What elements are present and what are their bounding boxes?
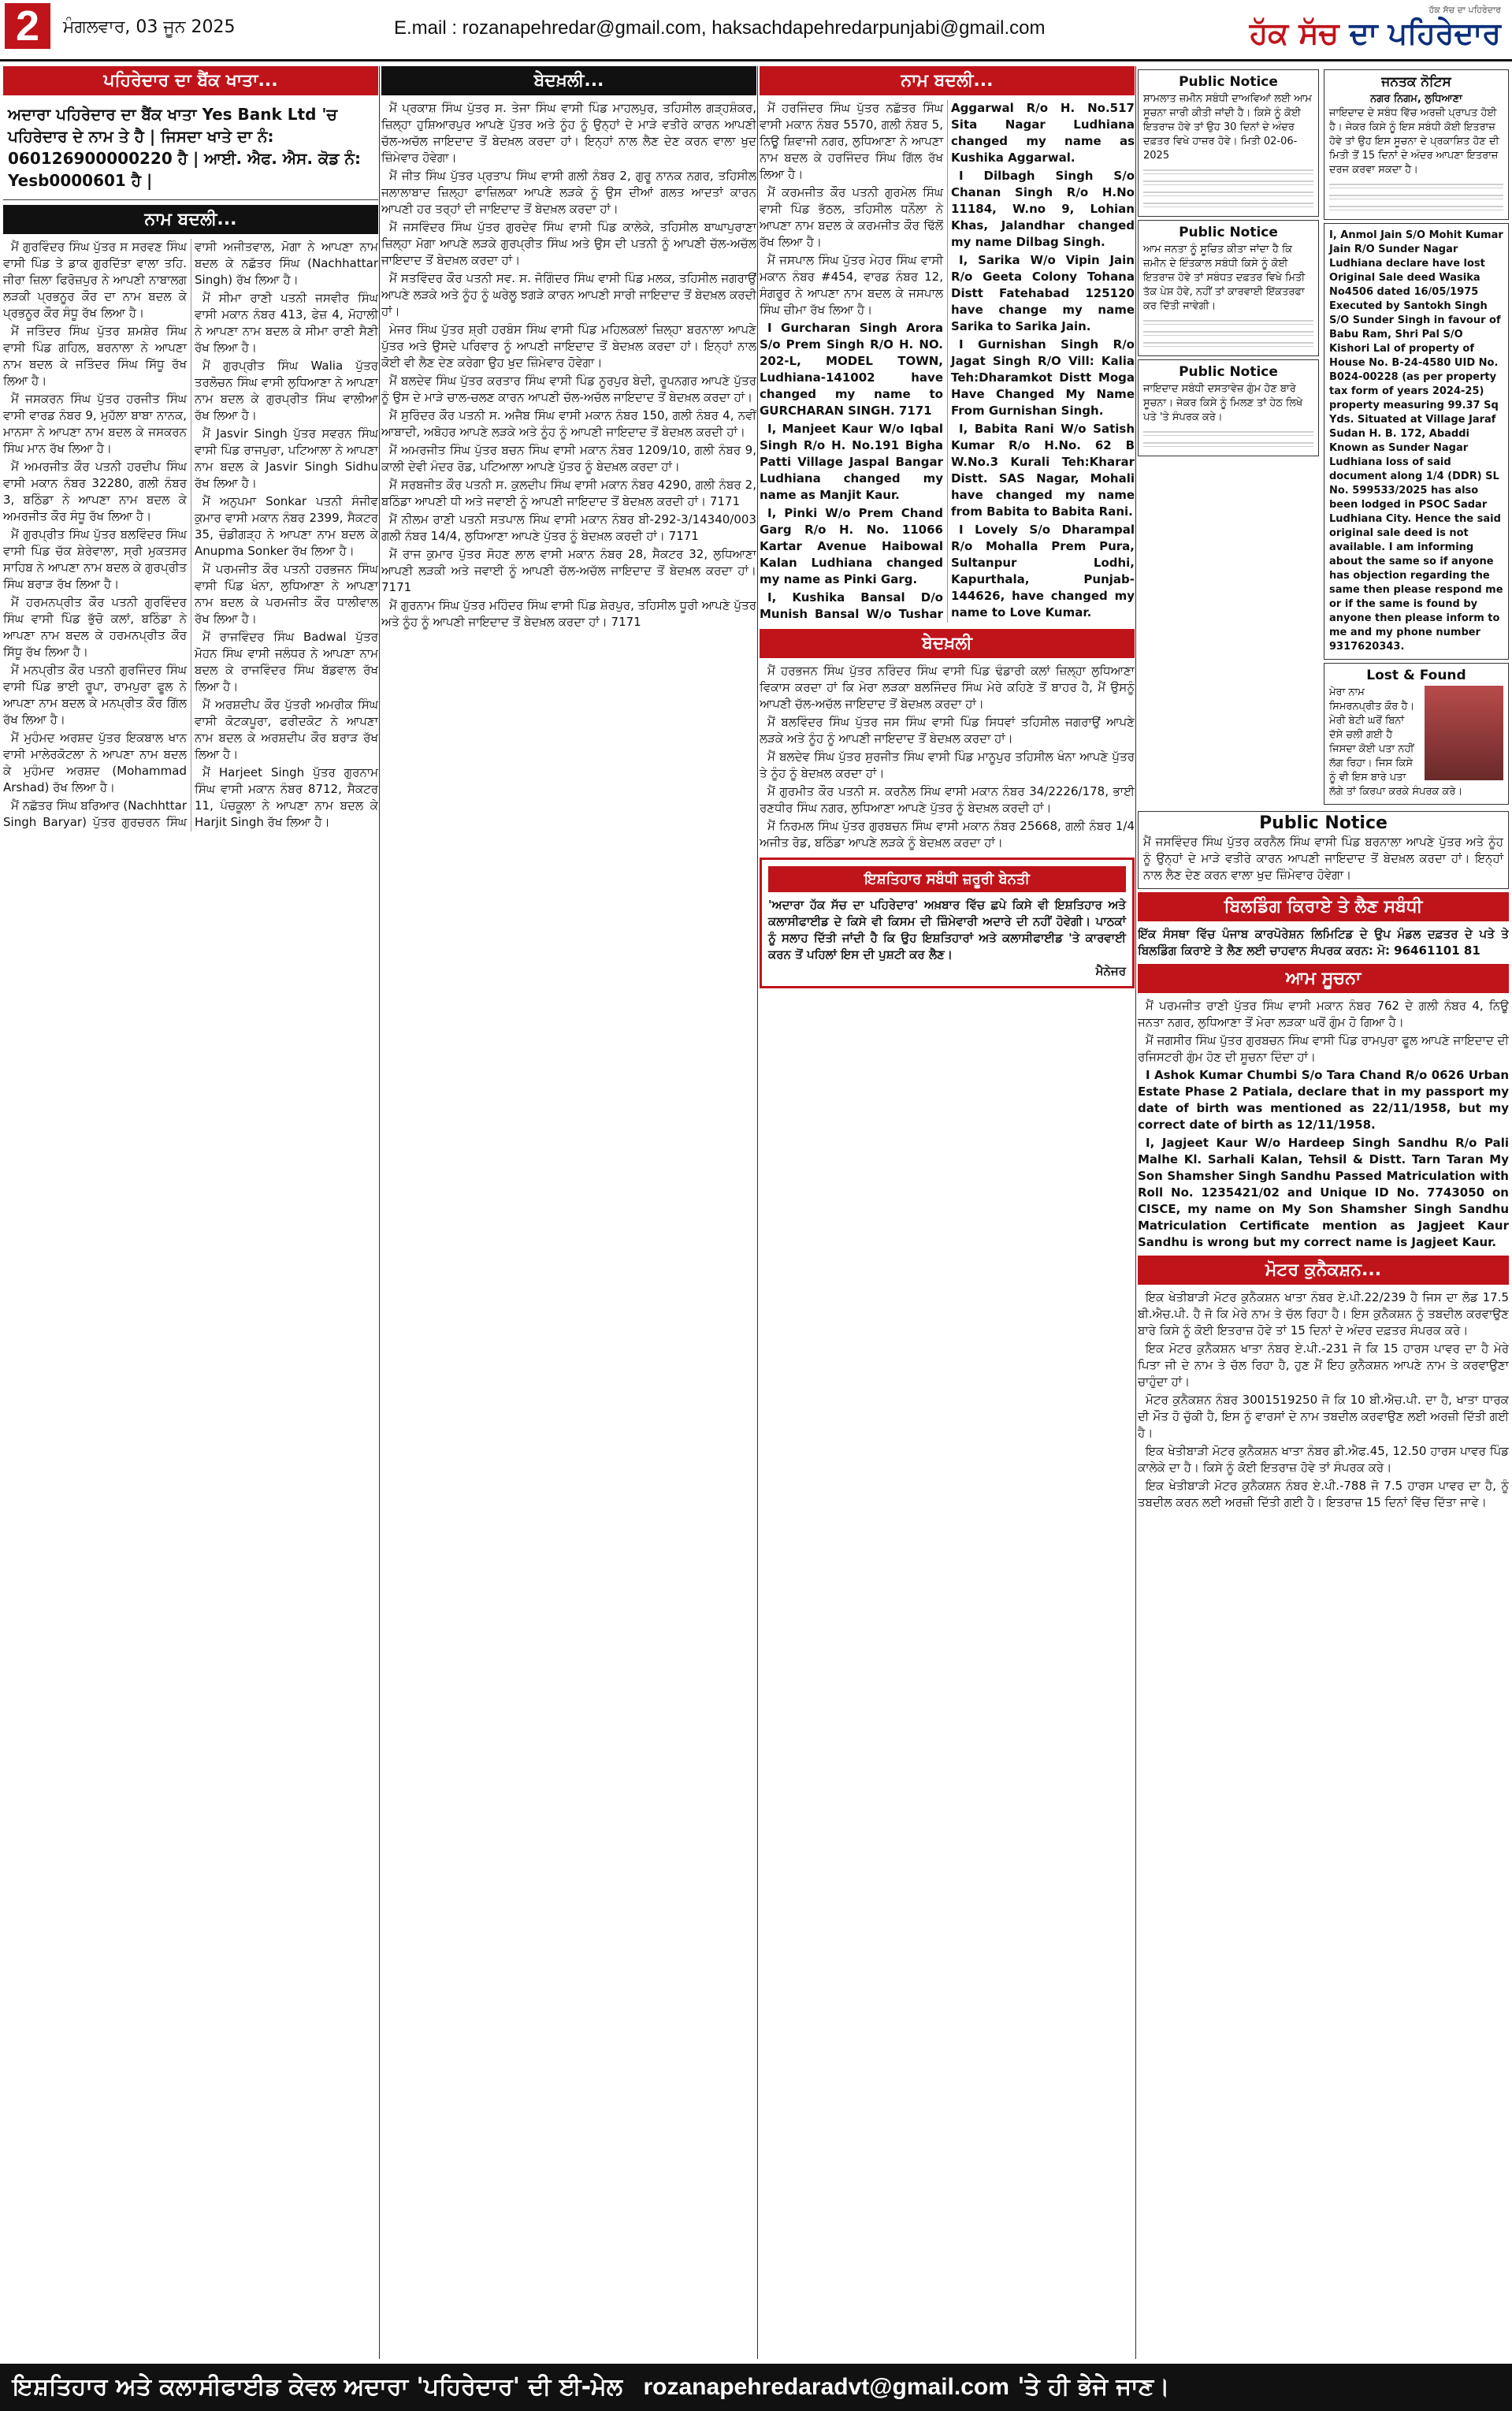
list-item: ਮੈਂ ਅਮਰਜੀਤ ਕੌਰ ਪਤਨੀ ਹਰਦੀਪ ਸਿੰਘ ਵਾਸੀ ਮਕਾਨ ਨੰਬਰ 32280, ਗਲੀ ਨੰਬਰ 3, ਬਠਿੰਡਾ ਨੇ ਆਪਣਾ ਨਾਮ ਬਦਲ ਕੇ ਅਮਰਜੀਤ ਕੌਰ ਸੰਧੂ ਰੱਖ ਲਿਆ ਹੈ। [3,460,187,523]
brand-name-a: ਹੱਕ ਸੱਚ [1249,16,1350,50]
list-item: ਇਕ ਖੇਤੀਬਾੜੀ ਮੋਟਰ ਕੁਨੈਕਸ਼ਨ ਖਾਤਾ ਨੰਬਰ ਏ.ਪੀ.22/239 ਹੈ ਜਿਸ ਦਾ ਲੋਡ 17.5 ਬੀ.ਐਚ.ਪੀ. ਹੈ ਜੋ ਕਿ ਮੇਰੇ ਨਾਮ ਤੇ ਚੱਲ ਰਿਹਾ ਹੈ। ਇਸ ਕੁਨੈਕਸ਼ਨ ਨੂੰ ਤਬਦੀਲ ਕਰਵਾਉਣ ਬਾਰੇ ਕਿਸੇ ਨੂੰ ਕੋਈ ਇਤਰਾਜ਼ ਹੋਵੇ ਤਾਂ 15 ਦਿਨਾਂ ਦੇ ਅੰਦਰ ਦਫ਼ਤਰ ਸੰਪਰਕ ਕਰੇ। [1138,1290,1509,1338]
bedakhli-list [381,100,756,631]
bank-details: ਅਦਾਰਾ ਪਹਿਰੇਦਾਰ ਦਾ ਬੈਂਕ ਖਾਤਾ Yes Bank Ltd 'ਚ ਪਹਿਰੇਦਾਰ ਦੇ ਨਾਮ ਤੇ ਹੈ | ਜਿਸਦਾ ਖਾਤੇ ਦਾ ਨੰ: 060126900000220 ਹੈ | ਆਈ. ਐਫ. ਐਸ. ਕੋਡ ਨੰ: Yesb0000601 ਹੈ | [3,100,378,200]
column-2 [381,66,756,2359]
name-change-heading-2: ਨਾਮ ਬਦਲੀ... [760,66,1135,95]
name-change-list [3,239,378,832]
list-item: ਮੈਂ ਨੀਲਮ ਰਾਣੀ ਪਤਨੀ ਸਤਪਾਲ ਸਿੰਘ ਵਾਸੀ ਮਕਾਨ ਨੰਬਰ ਬੀ-292-3/14340/003 ਗਲੀ ਨੰਬਰ 14/4, ਲੁਧਿਆਣਾ ਆਪਣੇ ਪੁੱਤਰ ਨੂੰ ਬੇਦਖ਼ਲ ਕਰਦੀ ਹਾਂ। 7171 [381,512,756,543]
list-item: I, Sarika W/o Vipin Jain R/o Geeta Colony Tohana Distt Fatehabad 125120 have change my name Sarika to Sarika Jain. [951,253,1135,333]
list-item: ਇਕ ਖੇਤੀਬਾੜੀ ਮੋਟਰ ਕੁਨੈਕਸ਼ਨ ਖਾਤਾ ਨੰਬਰ ਡੀ.ਐਫ.45, 12.50 ਹਾਰਸ ਪਾਵਰ ਪਿੰਡ ਕਾਲੇਕੇ ਦਾ ਹੈ। ਕਿਸੇ ਨੂੰ ਕੋਈ ਇਤਰਾਜ਼ ਹੋਵੇ ਤਾਂ ਸੰਪਰਕ ਕਰੇ। [1138,1444,1509,1475]
header-email[interactable]: E.mail : rozanapehredar@gmail.com, haksachdapehredarpunjabi@gmail.com [394,17,1046,39]
column-divider [1135,66,1136,2359]
list-item: ਮੈਂ ਨਛੱਤਰ ਸਿੰਘ ਬਰਿਆਰ (Nachhttar Singh Baryar) ਪੁੱਤਰ ਗੁਰਚਰਨ ਸਿੰਘ ਵਾਸੀ ਅਜੀਤਵਾਲ, ਮੋਗਾ ਨੇ ਆਪਣਾ ਨਾਮ ਬਦਲ ਕੇ ਨਛੱਤਰ ਸਿੰਘ (Nachhattar Singh) ਰੱਖ ਲਿਆ ਹੈ। [3,240,378,829]
bedakhli-list-2 [760,663,1135,851]
list-item: ਮੈਂ ਅਰਸ਼ਦੀਪ ਕੌਰ ਪੁੱਤਰੀ ਅਮਰੀਕ ਸਿੰਘ ਵਾਸੀ ਕੋਟਕਪੂਰਾ, ਫਰੀਦਕੋਟ ਨੇ ਆਪਣਾ ਨਾਮ ਬਦਲ ਕੇ ਅਰਸ਼ਦੀਪ ਕੌਰ ਬਰਾੜ ਰੱਖ ਲਿਆ ਹੈ। [195,698,378,761]
public-notice-title: Public Notice [1179,225,1278,240]
list-item: ਮੈਂ ਜੀਤ ਸਿੰਘ ਪੁੱਤਰ ਪ੍ਰਤਾਪ ਸਿੰਘ ਵਾਸੀ ਗਲੀ ਨੰਬਰ 2, ਗੁਰੂ ਨਾਨਕ ਨਗਰ, ਤਹਿਸੀਲ ਜਲਾਲਾਬਾਦ ਜ਼ਿਲ੍ਹਾ ਫਾਜ਼ਿਲਕਾ ਆਪਣੇ ਲੜਕੇ ਨੂੰ ਉਸ ਦੀਆਂ ਗਲਤ ਆਦਤਾਂ ਕਾਰਨ ਆਪਣੀ ਹਰ ਤਰ੍ਹਾਂ ਦੀ ਜਾਇਦਾਦ ਤੋਂ ਬੇਦਖ਼ਲ ਕਰਦਾ ਹਾਂ। [381,169,756,216]
notices-right [1324,66,1509,808]
person-photo [1425,686,1503,780]
list-item: ਮੈਂ ਬਲਦੇਵ ਸਿੰਘ ਪੁੱਤਰ ਸੁਰਜੀਤ ਸਿੰਘ ਵਾਸੀ ਪਿੰਡ ਮਾਨੂਪੁਰ ਤਹਿਸੀਲ ਖੰਨਾ ਆਪਣੇ ਪੁੱਤਰ ਤੇ ਨੂੰਹ ਨੂੰ ਬੇਦਖ਼ਲ ਕਰਦਾ ਹਾਂ। [760,750,1135,780]
list-item: ਮੈਂ ਜਸਕਰਨ ਸਿੰਘ ਪੁੱਤਰ ਹਰਜੀਤ ਸਿੰਘ ਵਾਸੀ ਵਾਰਡ ਨੰਬਰ 9, ਮੁਹੱਲਾ ਬਾਬਾ ਨਾਨਕ, ਮਾਨਸਾ ਨੇ ਆਪਣਾ ਨਾਮ ਬਦਲ ਕੇ ਜਸਕਰਨ ਸਿੰਘ ਮਾਨ ਰੱਖ ਲਿਆ ਹੈ। [3,392,187,456]
list-item: ਮੈਂ ਜਸਪਾਲ ਸਿੰਘ ਪੁੱਤਰ ਮੇਹਰ ਸਿੰਘ ਵਾਸੀ ਮਕਾਨ ਨੰਬਰ #454, ਵਾਰਡ ਨੰਬਰ 12, ਸੰਗਰੂਰ ਨੇ ਆਪਣਾ ਨਾਮ ਬਦਲ ਕੇ ਜਸਪਾਲ ਸਿੰਘ ਚੀਮਾ ਰੱਖ ਲਿਆ ਹੈ। [760,253,943,317]
public-notice-text: ਜਾਇਦਾਦ ਸਬੰਧੀ ਦਸਤਾਵੇਜ਼ ਗੁੰਮ ਹੋਣ ਬਾਰੇ ਸੂਚਨਾ। ਜੇਕਰ ਕਿਸੇ ਨੂੰ ਮਿਲਣ ਤਾਂ ਹੇਠ ਲਿਖੇ ਪਤੇ 'ਤੇ ਸੰਪਰਕ ਕਰੇ। [1143,383,1303,423]
list-item: I, Manjeet Kaur W/o Iqbal Singh R/o H. No.191 Bigha Patti Village Jaspal Bangar Ludhiana changed my name as Manjit Kaur. [760,422,943,502]
public-notice-text: ਸ਼ਾਮਲਾਤ ਜ਼ਮੀਨ ਸਬੰਧੀ ਦਾਅਵਿਆਂ ਲਈ ਆਮ ਸੂਚਨਾ ਜਾਰੀ ਕੀਤੀ ਜਾਂਦੀ ਹੈ। ਕਿਸੇ ਨੂੰ ਕੋਈ ਇਤਰਾਜ਼ ਹੋਵੇ ਤਾਂ ਉਹ 30 ਦਿਨਾਂ ਦੇ ਅੰਦਰ ਦਫ਼ਤਰ ਵਿਖੇ ਹਾਜ਼ਰ ਹੋਵੇ। ਮਿਤੀ 02-06-2025 [1143,93,1312,162]
list-item: ਮੈਂ ਪਰਮਜੀਤ ਕੌਰ ਪਤਨੀ ਹਰਭਜਨ ਸਿੰਘ ਵਾਸੀ ਪਿੰਡ ਖੰਨਾ, ਲੁਧਿਆਣਾ ਨੇ ਆਪਣਾ ਨਾਮ ਬਦਲ ਕੇ ਪਰਮਜੀਤ ਕੌਰ ਧਾਲੀਵਾਲ ਰੱਖ ਲਿਆ ਹੈ। [195,562,378,626]
list-item: I Gurnishan Singh R/o Jagat Singh R/O Vill: Kalia Teh:Dharamkot Distt Moga Have Changed My Name From Gurnishan Singh. [951,337,1135,418]
list-item: ਮੈਂ ਬਲਵਿੰਦਰ ਸਿੰਘ ਪੁੱਤਰ ਜਸ ਸਿੰਘ ਵਾਸੀ ਪਿੰਡ ਸਿਧਵਾਂ ਤਹਿਸੀਲ ਜਗਰਾਉਂ ਆਪਣੇ ਲੜਕੇ ਅਤੇ ਨੂੰਹ ਨੂੰ ਆਪਣੀ ਜਾਇਦਾਦ ਤੋਂ ਬੇਦਖ਼ਲ ਕਰਦਾ ਹਾਂ। [760,715,1135,746]
list-item: ਮੈਂ ਸੁਰਿੰਦਰ ਕੌਰ ਪਤਨੀ ਸ. ਅਜੈਬ ਸਿੰਘ ਵਾਸੀ ਮਕਾਨ ਨੰਬਰ 150, ਗਲੀ ਨੰਬਰ 4, ਨਵੀਂ ਆਬਾਦੀ, ਅਬੋਹਰ ਆਪਣੇ ਲੜਕੇ ਅਤੇ ਨੂੰਹ ਨੂੰ ਆਪਣੀ ਜਾਇਦਾਦ ਤੋਂ ਬੇਦਖ਼ਲ ਕਰਦੀ ਹਾਂ। [381,408,756,439]
aam-suchna-heading: ਆਮ ਸੂਚਨਾ [1138,964,1509,993]
column-divider [757,66,758,2359]
list-item: ਮੈਂ Jasvir Singh ਪੁੱਤਰ ਸਵਰਨ ਸਿੰਘ ਵਾਸੀ ਪਿੰਡ ਰਾਜਪੁਰਾ, ਪਟਿਆਲਾ ਨੇ ਆਪਣਾ ਨਾਮ ਬਦਲ ਕੇ Jasvir Singh Sidhu ਰੱਖ ਲਿਆ ਹੈ। [195,426,378,490]
lost-found-title: Lost & Found [1366,668,1466,683]
column-3 [760,66,1135,2359]
list-item: ਮੈਂ ਅਨੁਪਮਾ Sonkar ਪਤਨੀ ਸੰਜੀਵ ਕੁਮਾਰ ਵਾਸੀ ਮਕਾਨ ਨੰਬਰ 2399, ਸੈਕਟਰ 35, ਚੰਡੀਗੜ੍ਹ ਨੇ ਆਪਣਾ ਨਾਮ ਬਦਲ ਕੇ Anupma Sonker ਰੱਖ ਲਿਆ ਹੈ। [195,494,378,558]
column-4 [1138,66,1509,2359]
public-notice-text: ਆਮ ਜਨਤਾ ਨੂੰ ਸੂਚਿਤ ਕੀਤਾ ਜਾਂਦਾ ਹੈ ਕਿ ਜ਼ਮੀਨ ਦੇ ਇੰਤਕਾਲ ਸਬੰਧੀ ਕਿਸੇ ਨੂੰ ਕੋਈ ਇਤਰਾਜ਼ ਹੋਵੇ ਤਾਂ ਸਬੰਧਤ ਦਫ਼ਤਰ ਵਿਖੇ ਮਿਤੀ ਤੱਕ ਪੇਸ਼ ਹੋਵੇ, ਨਹੀਂ ਤਾਂ ਕਾਰਵਾਈ ਇੱਕਤਰਫਾ ਕਰ ਦਿੱਤੀ ਜਾਵੇਗੀ। [1143,244,1306,312]
list-item: ਮੈਂ ਹਰਮਨਪ੍ਰੀਤ ਕੌਰ ਪਤਨੀ ਗੁਰਵਿੰਦਰ ਸਿੰਘ ਵਾਸੀ ਪਿੰਡ ਭੁੱਚੋ ਕਲਾਂ, ਬਠਿੰਡਾ ਨੇ ਆਪਣਾ ਨਾਮ ਬਦਲ ਕੇ ਹਰਮਨਪ੍ਰੀਤ ਕੌਰ ਸਿੱਧੂ ਰੱਖ ਲਿਆ ਹੈ। [3,595,187,659]
name-change-heading: ਨਾਮ ਬਦਲੀ... [3,205,378,234]
list-item: I Ashok Kumar Chumbi S/o Tara Chand R/o 0626 Urban Estate Phase 2 Patiala, declare that in my passport my date of birth was mentioned as 22/11/1958, but my correct date of birth as 12/11/1958. [1138,1068,1509,1132]
building-rent-text: ਇੱਕ ਸੰਸਥਾ ਵਿੱਚ ਪੰਜਾਬ ਕਾਰਪੋਰੇਸ਼ਨ ਲਿਮਿਟਿਡ ਦੇ ਉਪ ਮੰਡਲ ਦਫ਼ਤਰ ਦੇ ਪਤੇ ਤੇ ਬਿਲਡਿੰਗ ਕਿਰਾਏ ਤੇ ਲੈਣ ਲਈ ਚਾਹਵਾਨ ਸੰਪਰਕ ਕਰਨ: ਮੋ: 96461101 81 [1138,927,1509,958]
footer-suffix: 'ਤੇ ਹੀ ਭੇਜੇ ਜਾਣ। [1017,2373,1170,2401]
list-item: I Gurcharan Singh Arora S/o Prem Singh R/O H. NO. 202-L, MODEL TOWN, Ludhiana-141002 have changed my name to GURCHARAN SINGH. 7171 [760,321,943,418]
disclaimer-sign: ਮੈਨੇਜਰ [1095,964,1126,978]
list-item: ਮੈਂ ਜਤਿੰਦਰ ਸਿੰਘ ਪੁੱਤਰ ਸ਼ਮਸ਼ੇਰ ਸਿੰਘ ਵਾਸੀ ਪਿੰਡ ਗਹਿਲ, ਬਰਨਾਲਾ ਨੇ ਆਪਣਾ ਨਾਮ ਬਦਲ ਕੇ ਜਤਿੰਦਰ ਸਿੰਘ ਸਿੱਧੂ ਰੱਖ ਲਿਆ ਹੈ। [3,324,187,388]
list-item: ਇਕ ਮੋਟਰ ਕੁਨੈਕਸ਼ਨ ਖਾਤਾ ਨੰਬਰ ਏ.ਪੀ.-231 ਜੋ ਕਿ 15 ਹਾਰਸ ਪਾਵਰ ਦਾ ਹੈ ਮੇਰੇ ਪਿਤਾ ਜੀ ਦੇ ਨਾਮ ਤੇ ਚੱਲ ਰਿਹਾ ਹੈ, ਹੁਣ ਮੈਂ ਇਹ ਕੁਨੈਕਸ਼ਨ ਆਪਣੇ ਨਾਮ ਤੇ ਕਰਵਾਉਣਾ ਚਾਹੁੰਦਾ ਹਾਂ। [1138,1341,1509,1389]
lost-found-notice [1324,663,1509,805]
public-notice-title: Public Notice [1179,364,1278,380]
list-item: ਮੋਟਰ ਕੁਨੈਕਸ਼ਨ ਨੰਬਰ 3001519250 ਜੋ ਕਿ 10 ਬੀ.ਐਚ.ਪੀ. ਦਾ ਹੈ, ਖਾਤਾ ਧਾਰਕ ਦੀ ਮੌਤ ਹੋ ਚੁੱਕੀ ਹੈ, ਇਸ ਨੂੰ ਵਾਰਸਾਂ ਦੇ ਨਾਮ ਤਬਦੀਲ ਕਰਵਾਉਣ ਲਈ ਅਰਜ਼ੀ ਦਿੱਤੀ ਗਈ ਹੈ। [1138,1393,1509,1440]
brand-name-b: ਦਾ ਪਹਿਰੇਦਾਰ [1349,16,1501,50]
footer-banner [0,2364,1512,2411]
list-item: ਮੈਂ ਗੁਰਪ੍ਰੀਤ ਸਿੰਘ Walia ਪੁੱਤਰ ਤਰਲੋਚਨ ਸਿੰਘ ਵਾਸੀ ਲੁਧਿਆਣਾ ਨੇ ਆਪਣਾ ਨਾਮ ਬਦਲ ਕੇ ਗੁਰਪ੍ਰੀਤ ਸਿੰਘ ਵਾਲੀਆ ਰੱਖ ਲਿਆ ਹੈ। [195,359,378,422]
column-divider [379,66,380,2359]
notices-row [1138,66,1509,808]
list-item: I, Kushika Bansal D/o Munish Bansal W/o Tushar Aggarwal R/o H. No.517 Sita Nagar Ludhiana changed my name as Kushika Aggarwal. [760,101,1135,621]
building-rent-heading: ਬਿਲਡਿੰਗ ਕਿਰਾਏ ਤੇ ਲੈਣ ਸਬੰਧੀ [1138,892,1509,921]
list-item: ਮੈਂ ਗੁਰਵਿੰਦਰ ਸਿੰਘ ਪੁੱਤਰ ਸ ਸਰਵਣ ਸਿੰਘ ਵਾਸੀ ਪਿੰਡ ਤੇ ਡਾਕ ਗੁਰਦਿੱਤਾ ਵਾਲਾ ਤਹਿ. ਜੀਰਾ ਜ਼ਿਲਾ ਫਿਰੋਜ਼ਪੁਰ ਨੇ ਆਪਣੀ ਨਾਬਾਲਗ ਲੜਕੀ ਪ੍ਰਭਨੂਰ ਕੌਰ ਦਾ ਨਾਮ ਬਦਲ ਕੇ ਪ੍ਰਭਨੂਰ ਕੌਰ ਸੰਧੂ ਰੱਖ ਲਿਆ ਹੈ। [3,240,187,320]
list-item: ਮੈਂ Harjeet Singh ਪੁੱਤਰ ਗੁਰਨਾਮ ਸਿੰਘ ਵਾਸੀ ਮਕਾਨ ਨੰਬਰ 8712, ਸੈਕਟਰ 11, ਪੰਚਕੂਲਾ ਨੇ ਆਪਣਾ ਨਾਮ ਬਦਲ ਕੇ Harjit Singh ਰੱਖ ਲਿਆ ਹੈ। [195,765,378,829]
list-item: ਮੈਂ ਗੁਰਪ੍ਰੀਤ ਸਿੰਘ ਪੁੱਤਰ ਬਲਵਿੰਦਰ ਸਿੰਘ ਵਾਸੀ ਪਿੰਡ ਚੱਕ ਸ਼ੇਰੇਵਾਲਾ, ਸ੍ਰੀ ਮੁਕਤਸਰ ਸਾਹਿਬ ਨੇ ਆਪਣਾ ਨਾਮ ਬਦਲ ਕੇ ਗੁਰਪ੍ਰੀਤ ਸਿੰਘ ਬਰਾੜ ਰੱਖ ਲਿਆ ਹੈ। [3,527,187,591]
list-item: ਮੈਂ ਪਰਮਜੀਤ ਰਾਣੀ ਪੁੱਤਰ ਸਿੰਘ ਵਾਸੀ ਮਕਾਨ ਨੰਬਰ 762 ਦੇ ਗਲੀ ਨੰਬਰ 4, ਨਿਊ ਜਨਤਾ ਨਗਰ, ਲੁਧਿਆਣਾ ਤੋਂ ਮੇਰਾ ਲੜਕਾ ਘਰੋਂ ਗੁੰਮ ਹੋ ਗਿਆ ਹੈ। [1138,999,1509,1029]
disclaimer-box [760,858,1135,988]
page-number: 2 [5,3,50,49]
disclaimer-text: 'ਅਦਾਰਾ ਹੱਕ ਸੱਚ ਦਾ ਪਹਿਰੇਦਾਰ' ਅਖ਼ਬਾਰ ਵਿੱਚ ਛਪੇ ਕਿਸੇ ਵੀ ਇਸ਼ਤਿਹਾਰ ਅਤੇ ਕਲਾਸੀਫਾਈਡ ਦੇ ਕਿਸੇ ਵੀ ਕਿਸਮ ਦੀ ਜ਼ਿੰਮੇਵਾਰੀ ਅਦਾਰੇ ਦੀ ਨਹੀਂ ਹੋਵੇਗੀ। ਪਾਠਕਾਂ ਨੂੰ ਸਲਾਹ ਦਿੱਤੀ ਜਾਂਦੀ ਹੈ ਕਿ ਉਹ ਇਸ਼ਤਿਹਾਰਾਂ ਅਤੇ ਕਲਾਸੀਫਾਈਡ 'ਤੇ ਕਾਰਵਾਈ ਕਰਨ ਤੋਂ ਪਹਿਲਾਂ ਇਸ ਦੀ ਪੁਸ਼ਟੀ ਕਰ ਲੈਣ। [768,898,1126,962]
list-item: ਮੈਂ ਅਮਰਜੀਤ ਸਿੰਘ ਪੁੱਤਰ ਬਚਨ ਸਿੰਘ ਵਾਸੀ ਮਕਾਨ ਨੰਬਰ 1209/10, ਗਲੀ ਨੰਬਰ 9, ਕਾਲੀ ਦੇਵੀ ਮੰਦਰ ਰੋਡ, ਪਟਿਆਲਾ ਆਪਣੇ ਪੁੱਤਰ ਨੂੰ ਬੇਦਖ਼ਲ ਕਰਦਾ ਹਾਂ। [381,443,756,474]
list-item: ਮੈਂ ਸਰਬਜੀਤ ਕੌਰ ਪਤਨੀ ਸ. ਕੁਲਦੀਪ ਸਿੰਘ ਵਾਸੀ ਮਕਾਨ ਨੰਬਰ 4290, ਗਲੀ ਨੰਬਰ 2, ਬਠਿੰਡਾ ਆਪਣੀ ਧੀ ਅਤੇ ਜਵਾਈ ਨੂੰ ਆਪਣੀ ਜਾਇਦਾਦ ਤੋਂ ਬੇਦਖ਼ਲ ਕਰਦੀ ਹਾਂ। 7171 [381,478,756,508]
brand-tagline: ਹੱਕ ਸੱਚ ਦਾ ਪਹਿਰੇਦਾਰ [1428,5,1501,15]
list-item: ਮੈਂ ਕਰਮਜੀਤ ਕੌਰ ਪਤਨੀ ਗੁਰਮੇਲ ਸਿੰਘ ਵਾਸੀ ਪਿੰਡ ਭੱਠਲ, ਤਹਿਸੀਲ ਧਨੌਲਾ ਨੇ ਆਪਣਾ ਨਾਮ ਬਦਲ ਕੇ ਕਰਮਜੀਤ ਕੌਰ ਢਿੱਲੋਂ ਰੱਖ ਲਿਆ ਹੈ। [760,185,943,249]
list-item: ਮੈਂ ਜਗਸੀਰ ਸਿੰਘ ਪੁੱਤਰ ਗੁਰਬਚਨ ਸਿੰਘ ਵਾਸੀ ਪਿੰਡ ਰਾਮਪੁਰਾ ਫੂਲ ਆਪਣੇ ਜਾਇਦਾਦ ਦੀ ਰਜਿਸਟਰੀ ਗੁੰਮ ਹੋਣ ਦੀ ਸੂਚਨਾ ਦਿੰਦਾ ਹਾਂ। [1138,1033,1509,1064]
disclaimer-title: ਇਸ਼ਤਿਹਾਰ ਸਬੰਧੀ ਜ਼ਰੂਰੀ ਬੇਨਤੀ [768,866,1126,892]
lost-found-text: ਮੇਰਾ ਨਾਮ ਸਿਮਰਨਪ੍ਰੀਤ ਕੌਰ ਹੈ। ਮੇਰੀ ਬੇਟੀ ਘਰੋਂ ਬਿਨਾਂ ਦੱਸੇ ਚਲੀ ਗਈ ਹੈ ਜਿਸਦਾ ਕੋਈ ਪਤਾ ਨਹੀਂ ਲੱਗ ਰਿਹਾ। ਜਿਸ ਕਿਸੇ ਨੂੰ ਵੀ ਇਸ ਬਾਰੇ ਪਤਾ ਲੱਗੇ ਤਾਂ ਕਿਰਪਾ ਕਰਕੇ ਸੰਪਰਕ ਕਰੇ। [1329,686,1463,798]
name-change-list-2 [760,100,1135,623]
public-notice-big-text: ਮੈਂ ਜਸਵਿੰਦਰ ਸਿੰਘ ਪੁੱਤਰ ਕਰਨੈਲ ਸਿੰਘ ਵਾਸੀ ਪਿੰਡ ਬਰਨਾਲਾ ਆਪਣੇ ਪੁੱਤਰ ਅਤੇ ਨੂੰਹ ਨੂੰ ਉਨ੍ਹਾਂ ਦੇ ਮਾੜੇ ਵਤੀਰੇ ਕਾਰਨ ਆਪਣੀ ਜਾਇਦਾਦ ਤੋਂ ਬੇਦਖ਼ਲ ਕਰਦਾ ਹਾਂ। ਇਨ੍ਹਾਂ ਨਾਲ ਲੈਣ ਦੇਣ ਕਰਨ ਵਾਲਾ ਖੁਦ ਜ਼ਿੰਮੇਵਾਰ ਹੋਵੇਗਾ। [1143,835,1503,882]
list-item: I Lovely S/o Dharampal R/o Mohalla Prem Pura, Sultanpur Lodhi, Kapurthala, Punjab-144626, have changed my name to Love Kumar. [951,523,1135,619]
bedakhli-heading-2: ਬੇਦਖ਼ਲੀ [760,629,1135,658]
brand-name [1250,16,1501,50]
footer-text: ਇਸ਼ਤਿਹਾਰ ਅਤੇ ਕਲਾਸੀਫਾਈਡ ਕੇਵਲ ਅਦਾਰਾ 'ਪਹਿਰੇਦਾਰ' ਦੀ ਈ-ਮੇਲ [13,2373,623,2401]
list-item: I Dilbagh Singh S/o Chanan Singh R/o H.No 11184, W.no 9, Lohian Khas, Jalandhar changed my name Dilbag Singh. [951,169,1135,249]
list-item: ਇਕ ਖੇਤੀਬਾੜੀ ਮੋਟਰ ਕੁਨੈਕਸ਼ਨ ਨੰਬਰ ਏ.ਪੀ.-788 ਜੋ 7.5 ਹਾਰਸ ਪਾਵਰ ਦਾ ਹੈ, ਨੂੰ ਤਬਦੀਲ ਕਰਨ ਲਈ ਅਰਜ਼ੀ ਦਿੱਤੀ ਗਈ ਹੈ। ਇਤਰਾਜ਼ 15 ਦਿਨਾਂ ਵਿੱਚ ਦਿੱਤਾ ਜਾਵੇ। [1138,1479,1509,1509]
list-item: I, Babita Rani W/o Satish Kumar R/o H.No. 62 B W.No.3 Kurali Teh:Kharar Distt. SAS Nagar, Mohali have changed my name from Babita to Babita Rani. [951,422,1135,519]
column-1 [3,66,378,2359]
list-item: ਮੈਂ ਹਰਜਿੰਦਰ ਸਿੰਘ ਪੁੱਤਰ ਨਛੱਤਰ ਸਿੰਘ ਵਾਸੀ ਮਕਾਨ ਨੰਬਰ 5570, ਗਲੀ ਨੰਬਰ 5, ਨਿਊ ਸ਼ਿਵਾਜੀ ਨਗਰ, ਲੁਧਿਆਣਾ ਨੇ ਆਪਣਾ ਨਾਮ ਬਦਲ ਕੇ ਹਰਜਿੰਦਰ ਸਿੰਘ ਗਿੱਲ ਰੱਖ ਲਿਆ ਹੈ। [760,101,943,181]
municipal-notice-subheading: ਨਗਰ ਨਿਗਮ, ਲੁਧਿਆਣਾ [1370,93,1462,105]
list-item: ਮੈਂ ਸੀਮਾ ਰਾਣੀ ਪਤਨੀ ਜਸਵੀਰ ਸਿੰਘ ਵਾਸੀ ਮਕਾਨ ਨੰਬਰ 413, ਫੇਜ਼ 4, ਮੋਹਾਲੀ ਨੇ ਆਪਣਾ ਨਾਮ ਬਦਲ ਕੇ ਸੀਮਾ ਰਾਣੀ ਸੈਣੀ ਰੱਖ ਲਿਆ ਹੈ। [195,291,378,355]
list-item: ਮੈਂ ਹਰਭਜਨ ਸਿੰਘ ਪੁੱਤਰ ਨਰਿੰਦਰ ਸਿੰਘ ਵਾਸੀ ਪਿੰਡ ਢੰਡਾਰੀ ਕਲਾਂ ਜ਼ਿਲ੍ਹਾ ਲੁਧਿਆਣਾ ਵਿਕਾਸ ਕਰਦਾ ਹਾਂ ਕਿ ਮੇਰਾ ਲੜਕਾ ਬਲਜਿੰਦਰ ਸਿੰਘ ਮੇਰੇ ਕਹਿਣੇ ਤੋਂ ਬਾਹਰ ਹੈ, ਮੈਂ ਉਸਨੂੰ ਆਪਣੀ ਚੱਲ-ਅਚੱਲ ਜਾਇਦਾਦ ਤੋਂ ਬੇਦਖ਼ਲ ਕਰਦਾ ਹਾਂ। [760,664,1135,711]
masthead [0,0,1512,61]
list-item: ਮੈਂ ਪ੍ਰਕਾਸ਼ ਸਿੰਘ ਪੁੱਤਰ ਸ. ਤੇਜਾ ਸਿੰਘ ਵਾਸੀ ਪਿੰਡ ਮਾਹਲਪੁਰ, ਤਹਿਸੀਲ ਗੜ੍ਹਸ਼ੰਕਰ, ਜ਼ਿਲ੍ਹਾ ਹੁਸ਼ਿਆਰਪੁਰ ਆਪਣੇ ਪੁੱਤਰ ਅਤੇ ਨੂੰਹ ਨੂੰ ਉਨ੍ਹਾਂ ਦੇ ਮਾੜੇ ਵਤੀਰੇ ਕਾਰਨ ਆਪਣੀ ਚੱਲ-ਅਚੱਲ ਜਾਇਦਾਦ ਤੋਂ ਬੇਦਖ਼ਲ ਕਰਦਾ ਹਾਂ। ਇਨ੍ਹਾਂ ਨਾਲ ਲੈਣ ਦੇਣ ਕਰਨ ਵਾਲਾ ਖੁਦ ਜ਼ਿੰਮੇਵਾਰ ਹੋਵੇਗਾ। [381,101,756,165]
public-notice-title: Public Notice [1179,74,1278,90]
list-item: I, Jagjeet Kaur W/o Hardeep Singh Sandhu R/o Pali Malhe Kl. Sarhali Kalan, Tehsil & Distt. Tarn Taran My Son Shamsher Singh Sandhu Passed Matriculation with Roll No. 1235421/02 and Unique ID No. 7743050 on CISCE, my name on My Son Shamsher Singh Sandhu Matriculation Certificate mention as Jagjeet Kaur Sandhu is wrong but my correct name is Jagjeet Kaur. [1138,1136,1509,1249]
municipal-notice [1324,69,1509,220]
list-item: ਮੈਂ ਗੁਰਮੀਤ ਕੌਰ ਪਤਨੀ ਸ. ਕਰਨੈਲ ਸਿੰਘ ਵਾਸੀ ਮਕਾਨ ਨੰਬਰ 34/2226/178, ਭਾਈ ਰਣਧੀਰ ਸਿੰਘ ਨਗਰ, ਲੁਧਿਆਣਾ ਆਪਣੇ ਪੁੱਤਰ ਨੂੰ ਬੇਦਖ਼ਲ ਕਰਦੀ ਹਾਂ। [760,784,1135,815]
notices-left [1138,66,1319,808]
municipal-notice-text: ਜਾਇਦਾਦ ਦੇ ਸਬੰਧ ਵਿੱਚ ਅਰਜ਼ੀ ਪ੍ਰਾਪਤ ਹੋਈ ਹੈ। ਜੇਕਰ ਕਿਸੇ ਨੂੰ ਇਸ ਸਬੰਧੀ ਕੋਈ ਇਤਰਾਜ਼ ਹੋਵੇ ਤਾਂ ਉਹ ਇਸ ਸੂਚਨਾ ਦੇ ਪ੍ਰਕਾਸ਼ਿਤ ਹੋਣ ਦੀ ਮਿਤੀ ਤੋਂ 15 ਦਿਨਾਂ ਦੇ ਅੰਦਰ ਆਪਣਾ ਇਤਰਾਜ਼ ਦਰਜ ਕਰਵਾ ਸਕਦਾ ਹੈ। [1329,107,1499,176]
footer-email[interactable]: rozanapehredaradvt@gmail.com [643,2374,1009,2400]
list-item: ਮੇਜਰ ਸਿੰਘ ਪੁੱਤਰ ਸ਼੍ਰੀ ਹਰਬੰਸ ਸਿੰਘ ਵਾਸੀ ਪਿੰਡ ਮਹਿਲਕਲਾਂ ਜ਼ਿਲ੍ਹਾ ਬਰਨਾਲਾ ਆਪਣੇ ਪੁੱਤਰ ਅਤੇ ਉਸਦੇ ਪਰਿਵਾਰ ਨੂੰ ਆਪਣੀ ਜਾਇਦਾਦ ਤੋਂ ਬੇਦਖ਼ਲ ਕਰਦਾ ਹਾਂ। ਇਨ੍ਹਾਂ ਨਾਲ ਕੋਈ ਵੀ ਲੈਣ ਦੇਣ ਕਰੇਗਾ ਉਹ ਖੁਦ ਜ਼ਿੰਮੇਵਾਰ ਹੋਵੇਗਾ। [381,322,756,370]
list-item: ਮੈਂ ਸਤਵਿੰਦਰ ਕੌਰ ਪਤਨੀ ਸਵ. ਸ. ਜੋਗਿੰਦਰ ਸਿੰਘ ਵਾਸੀ ਪਿੰਡ ਮਲਕ, ਤਹਿਸੀਲ ਜਗਰਾਉਂ ਆਪਣੇ ਲੜਕੇ ਅਤੇ ਨੂੰਹ ਨੂੰ ਘਰੇਲੂ ਝਗੜੇ ਕਾਰਨ ਆਪਣੀ ਸਾਰੀ ਜਾਇਦਾਦ ਤੋਂ ਬੇਦਖ਼ਲ ਕਰਦੀ ਹਾਂ। [381,271,756,318]
lost-document-notice: I, Anmol Jain S/O Mohit Kumar Jain R/O Sunder Nagar Ludhiana declare have lost Original Sale deed Wasika No4506 dated 16/05/1975 Executed by Santokh Singh S/O Sunder Singh in favour of Babu Ram, Shri Pal S/O Kishori Lal of property of House No. B-24-4580 UID No. B024-00228 (as per property tax form of years 2024-25) property measuring 99.37 Sq Yds. Situated at Village Jaraf Sudan H. B. 172, Abaddi Known as Sunder Nagar Ludhiana loss of said document along 1/4 (DDR) SL No. 599533/2025 has also been lodged in PSOC Sadar Ludhiana City. Hence the said original sale deed is not available. I am informing about the same so if anyone has objection regarding the same then please respond me or if the same is found by anyone then please inform to me and my phone number 9317620343. [1324,223,1509,660]
motor-connection-list [1138,1289,1509,1511]
list-item: ਮੈਂ ਰਾਜਵਿੰਦਰ ਸਿੰਘ Badwal ਪੁੱਤਰ ਮੋਹਨ ਸਿੰਘ ਵਾਸੀ ਜਲੰਧਰ ਨੇ ਆਪਣਾ ਨਾਮ ਬਦਲ ਕੇ ਰਾਜਵਿੰਦਰ ਸਿੰਘ ਬੱਡਵਾਲ ਰੱਖ ਲਿਆ ਹੈ। [195,630,378,694]
municipal-notice-heading: ਜਨਤਕ ਨੋਟਿਸ [1381,74,1451,90]
bank-heading: ਪਹਿਰੇਦਾਰ ਦਾ ਬੈਂਕ ਖਾਤਾ... [3,66,378,95]
list-item: ਮੈਂ ਨਿਰਮਲ ਸਿੰਘ ਪੁੱਤਰ ਗੁਰਬਚਨ ਸਿੰਘ ਵਾਸੀ ਮਕਾਨ ਨੰਬਰ 25668, ਗਲੀ ਨੰਬਰ 1/4 ਅਜੀਤ ਰੋਡ, ਬਠਿੰਡਾ ਆਪਣੇ ਲੜਕੇ ਨੂੰ ਬੇਦਖ਼ਲ ਕਰਦਾ ਹਾਂ। [760,819,1135,850]
public-notice-big-title: Public Notice [1259,813,1388,833]
public-notice [1138,220,1319,356]
issue-date: ਮੰਗਲਵਾਰ, 03 ਜੂਨ 2025 [63,17,236,37]
list-item: ਮੈਂ ਮੁਹੰਮਦ ਅਰਸ਼ਦ ਪੁੱਤਰ ਇਕਬਾਲ ਖਾਨ ਵਾਸੀ ਮਾਲੇਰਕੋਟਲਾ ਨੇ ਆਪਣਾ ਨਾਮ ਬਦਲ ਕੇ ਮੁਹੰਮਦ ਅਰਸ਼ਦ (Mohammad Arshad) ਰੱਖ ਲਿਆ ਹੈ। [3,731,187,794]
motor-connection-heading: ਮੋਟਰ ਕੁਨੈਕਸ਼ਨ... [1138,1256,1509,1285]
list-item: ਮੈਂ ਬਲਦੇਵ ਸਿੰਘ ਪੁੱਤਰ ਕਰਤਾਰ ਸਿੰਘ ਵਾਸੀ ਪਿੰਡ ਨੂਰਪੁਰ ਬੇਦੀ, ਰੂਪਨਗਰ ਆਪਣੇ ਪੁੱਤਰ ਨੂੰ ਉਸ ਦੇ ਮਾੜੇ ਚਾਲ-ਚਲਣ ਕਾਰਨ ਆਪਣੀ ਚੱਲ-ਅਚੱਲ ਜਾਇਦਾਦ ਤੋਂ ਬੇਦਖ਼ਲ ਕਰਦਾ ਹਾਂ। [381,374,756,404]
list-item: ਮੈਂ ਗੁਰਨਾਮ ਸਿੰਘ ਪੁੱਤਰ ਮਹਿੰਦਰ ਸਿੰਘ ਵਾਸੀ ਪਿੰਡ ਸ਼ੇਰਪੁਰ, ਤਹਿਸੀਲ ਧੂਰੀ ਆਪਣੇ ਪੁੱਤਰ ਅਤੇ ਨੂੰਹ ਨੂੰ ਆਪਣੀ ਜਾਇਦਾਦ ਤੋਂ ਬੇਦਖ਼ਲ ਕਰਦਾ ਹਾਂ। 7171 [381,598,756,629]
list-item: I, Pinki W/o Prem Chand Garg R/o H. No. 11066 Kartar Avenue Haibowal Kalan Ludhiana changed my name as Pinki Garg. [760,506,943,586]
public-notice [1138,69,1319,217]
list-item: ਮੈਂ ਰਾਜ ਕੁਮਾਰ ਪੁੱਤਰ ਸੋਹਣ ਲਾਲ ਵਾਸੀ ਮਕਾਨ ਨੰਬਰ 28, ਸੈਕਟਰ 32, ਲੁਧਿਆਣਾ ਆਪਣੀ ਲੜਕੀ ਅਤੇ ਜਵਾਈ ਨੂੰ ਆਪਣੀ ਚੱਲ-ਅਚੱਲ ਜਾਇਦਾਦ ਤੋਂ ਬੇਦਖ਼ਲ ਕਰਦਾ ਹਾਂ। 7171 [381,547,756,594]
brand-logo [1250,5,1501,50]
list-item: ਮੈਂ ਮਨਪ੍ਰੀਤ ਕੌਰ ਪਤਨੀ ਗੁਰਜਿੰਦਰ ਸਿੰਘ ਵਾਸੀ ਪਿੰਡ ਭਾਈ ਰੂਪਾ, ਰਾਮਪੁਰਾ ਫੂਲ ਨੇ ਆਪਣਾ ਨਾਮ ਬਦਲ ਕੇ ਮਨਪ੍ਰੀਤ ਕੌਰ ਗਿੱਲ ਰੱਖ ਲਿਆ ਹੈ। [3,663,187,727]
aam-suchna-list [1138,998,1509,1251]
list-item: ਮੈਂ ਜਸਵਿੰਦਰ ਸਿੰਘ ਪੁੱਤਰ ਗੁਰਦੇਵ ਸਿੰਘ ਵਾਸੀ ਪਿੰਡ ਕਾਲੇਕੇ, ਤਹਿਸੀਲ ਬਾਘਾਪੁਰਾਣਾ ਜ਼ਿਲ੍ਹਾ ਮੋਗਾ ਆਪਣੇ ਲੜਕੇ ਗੁਰਪ੍ਰੀਤ ਸਿੰਘ ਅਤੇ ਉਸ ਦੀ ਪਤਨੀ ਨੂੰ ਆਪਣੀ ਚੱਲ-ਅਚੱਲ ਜਾਇਦਾਦ ਤੋਂ ਬੇਦਖ਼ਲ ਕਰਦਾ ਹਾਂ। [381,220,756,267]
public-notice [1138,359,1319,456]
public-notice-big [1138,811,1509,889]
bedakhli-heading: ਬੇਦਖ਼ਲੀ... [381,66,756,95]
